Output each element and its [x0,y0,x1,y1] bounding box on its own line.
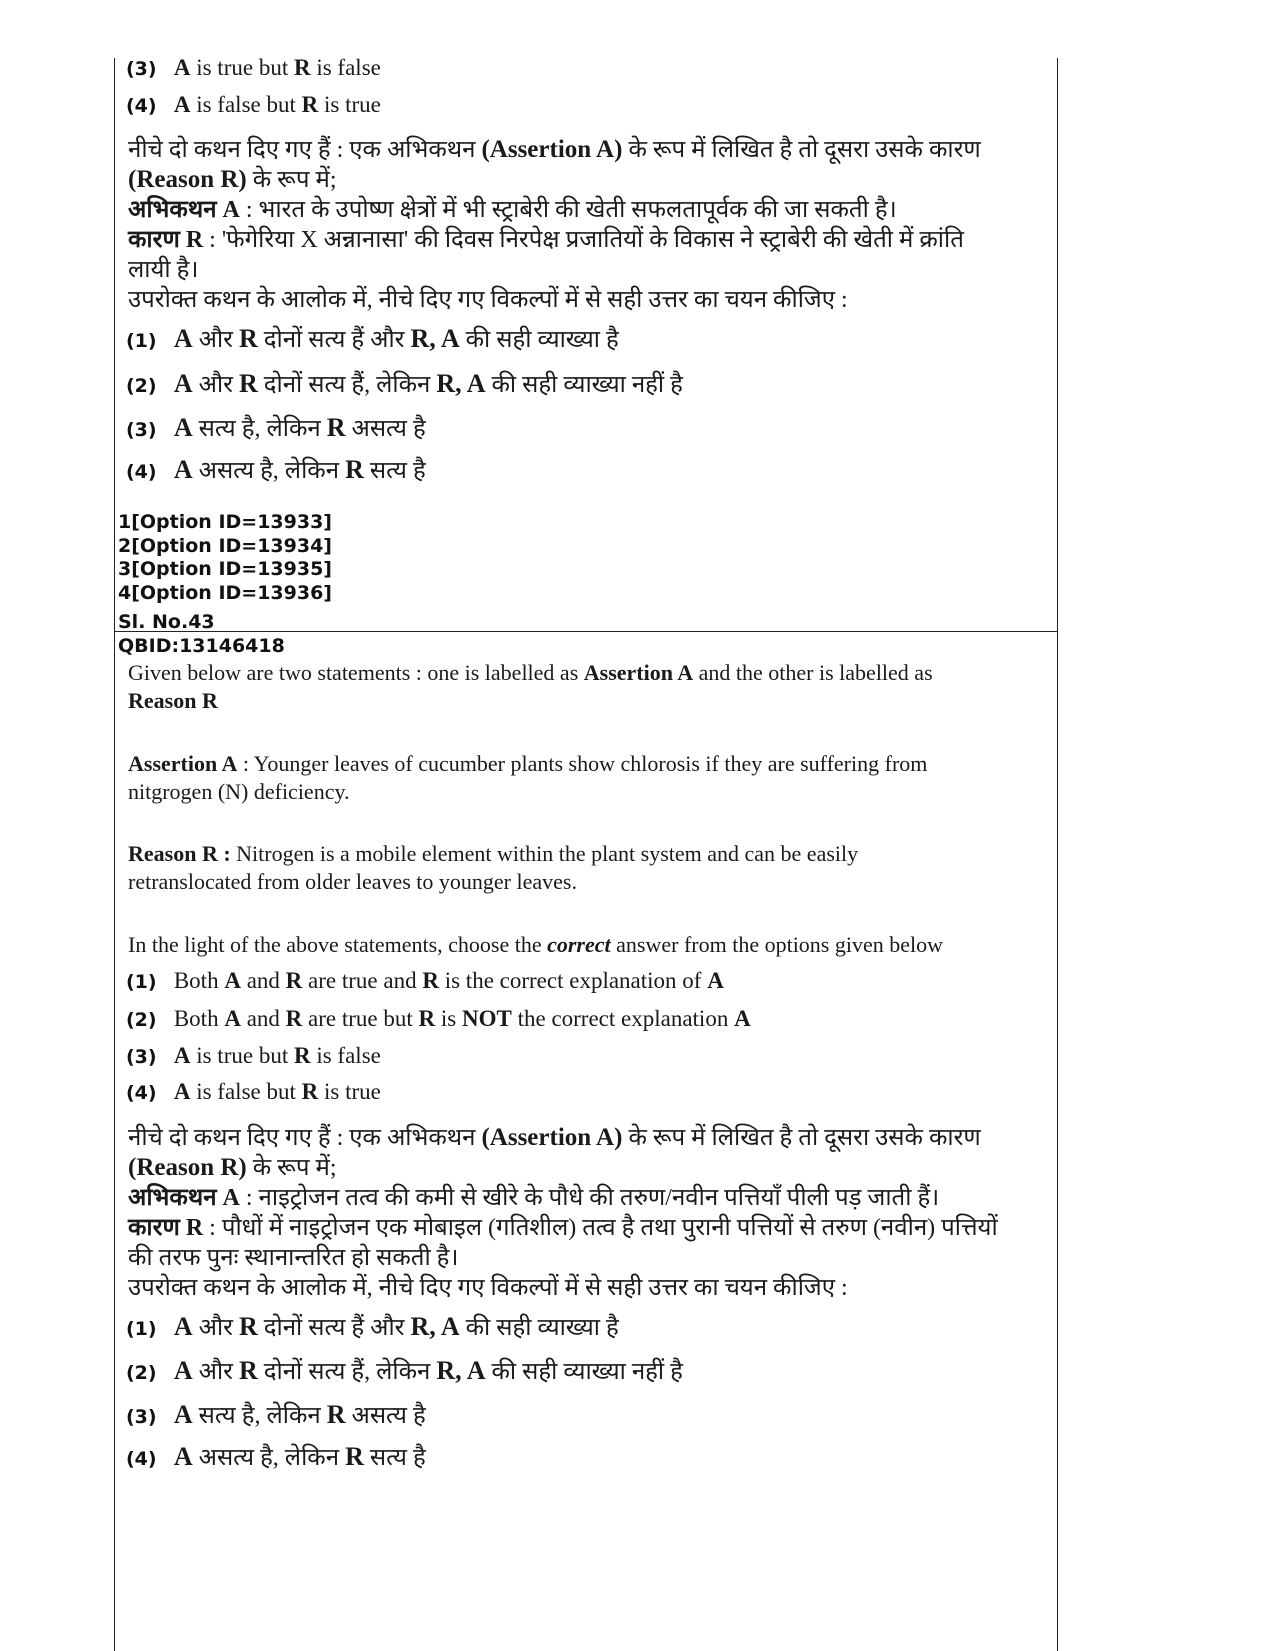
option-text: और [192,372,239,398]
q43-hindi-assertion [128,1180,939,1213]
q42-hindi-reason-cont: लायी है। [128,257,199,283]
label-r: R [239,324,258,353]
serial-number: Sl. No.43 [118,611,215,633]
option-text: are true but [302,1006,419,1031]
label-a: A [173,1079,191,1104]
q42-hindi-instruction: उपरोक्त कथन के आलोक में, नीचे दिए गए विकल्पों में से सही उत्तर का चयन कीजिए : [128,287,848,313]
q43-reason-cont: retranslocated from older leaves to younger leaves. [128,869,577,894]
label-not: NOT [462,1006,512,1031]
label-r: R [293,55,311,80]
q43-hindi-reason [128,1210,998,1243]
option-text: दोनों सत्य हैं, लेकिन [257,372,437,398]
reason-label: कारण R [128,1215,204,1241]
label-r: R [326,1400,346,1429]
q43-intro [128,660,933,686]
english-text: Nitrogen is a mobile element within the plant system and can be easily [230,841,859,866]
option-id-list [118,511,332,605]
label-a: A [173,1043,191,1068]
label-ra: R, A [436,1356,486,1385]
label-r: R [301,92,319,117]
q42-hindi-assertion [128,192,897,225]
label-a: A [224,968,241,993]
q42-hindi-option-1 [126,322,619,355]
option-text: is true [318,92,381,117]
english-text: and the other is labelled as [693,660,933,685]
assertion-label: Assertion A [128,751,238,776]
qbid: QBID:13146418 [118,634,285,657]
option-text: असत्य है [345,416,426,442]
q43-hindi-reason-tag [128,1150,336,1183]
label-a: A [707,968,724,993]
option-number: (4) [126,461,157,483]
option-number: (3) [126,1406,157,1428]
label-a: A [173,1356,193,1385]
label-r: R [285,968,303,993]
label-ra: R, A [410,1312,460,1341]
reason-tag: Reason R [128,688,218,713]
option-text: is false [310,55,381,80]
english-text: In the light of the above statements, choose the [128,932,548,957]
hindi-text: के रूप में; [246,167,337,193]
reason-label: कारण R [128,227,204,253]
q43-option-4 [126,1079,381,1105]
assertion-label: अभिकथन A [128,197,240,223]
option-text: और [192,1315,239,1341]
reason-label: Reason R : [128,841,231,866]
label-a: A [734,1006,751,1031]
hindi-text: : नाइट्रोजन तत्व की कमी से खीरे के पौधे की तरुण/नवीन पत्तियाँ पीली पड़ जाती हैं। [239,1185,940,1211]
label-r: R [239,369,258,398]
option-text: is true [318,1079,381,1104]
english-text: : Younger leaves of cucumber plants show chlorosis if they are suffering from [237,751,928,776]
option-text: सत्य है [363,458,426,484]
label-ra: R, A [410,324,460,353]
label-a: A [224,1006,241,1031]
q43-hindi-option-3 [126,1398,426,1431]
option-id: 1[Option ID=13933] [118,511,332,533]
option-text: की सही व्याख्या नहीं है [485,372,683,398]
q43-assertion-cont: nitgrogen (N) deficiency. [128,779,350,804]
label-r: R [418,1006,436,1031]
option-text: Both [173,968,225,993]
option-text: सत्य है, लेकिन [192,1403,327,1429]
label-a: A [173,1400,193,1429]
option-number: (3) [126,419,157,441]
q42-option-3 [126,55,381,81]
english-text: answer from the options given below [610,932,944,957]
option-text: and [240,968,286,993]
q43-instruction [128,932,943,958]
option-text: की सही व्याख्या है [459,327,619,353]
q43-assertion [128,751,927,777]
option-number: (4) [126,1448,157,1470]
option-text: and [240,1006,286,1031]
label-r: R [345,455,364,484]
hindi-text: नीचे दो कथन दिए गए हैं : एक अभिकथन [128,137,482,163]
label-r: R [285,1006,303,1031]
hindi-text: के रूप में; [246,1155,337,1181]
q42-hindi-reason-tag [128,162,336,195]
hindi-text: : भारत के उपोष्ण क्षेत्रों में भी स्ट्राबेरी की खेती सफलतापूर्वक की जा सकती है। [239,197,897,223]
hindi-text: : पौधों में नाइट्रोजन एक मोबाइल (गतिशील) तत्व है तथा पुरानी पत्तियों से तरुण (नवीन) पत्तियों [203,1215,998,1241]
q42-option-4 [126,92,381,118]
option-text: is false but [190,1079,302,1104]
label-a: A [173,324,193,353]
q43-option-3 [126,1043,381,1069]
label-r: R [301,1079,319,1104]
label-r: R [326,413,346,442]
option-text: और [192,327,239,353]
q42-hindi-option-4 [126,453,426,486]
label-a: A [173,413,193,442]
label-r: R [422,968,439,993]
option-text: की सही व्याख्या नहीं है [485,1359,683,1385]
option-number: (2) [126,375,157,397]
label-a: A [173,455,193,484]
option-text: are true and [302,968,423,993]
hindi-text: के रूप में लिखित है तो दूसरा उसके कारण [622,137,981,163]
q42-hindi-option-2 [126,367,683,400]
assertion-tag: (Assertion A) [481,1124,623,1151]
q43-intro-reason [128,688,218,714]
reason-tag: (Reason R) [128,166,247,193]
q42-hindi-option-3 [126,411,426,444]
option-text: दोनों सत्य हैं और [257,327,411,353]
q43-option-2 [126,1006,751,1032]
label-r: R [239,1356,258,1385]
q43-hindi-option-2 [126,1354,683,1387]
assertion-label: अभिकथन A [128,1185,240,1211]
option-text: असत्य है, लेकिन [192,458,346,484]
label-a: A [173,1442,193,1471]
q43-hindi-instruction: उपरोक्त कथन के आलोक में, नीचे दिए गए विकल्पों में से सही उत्तर का चयन कीजिए : [128,1275,848,1301]
hindi-text: नीचे दो कथन दिए गए हैं : एक अभिकथन [128,1125,482,1151]
q43-hindi-option-4 [126,1440,426,1473]
emphasis-correct: correct [547,932,611,957]
option-text: Both [173,1006,225,1031]
option-text: दोनों सत्य हैं, लेकिन [257,1359,437,1385]
label-ra: R, A [436,369,486,398]
option-number: (3) [126,58,157,80]
option-text: is [435,1006,462,1031]
label-r: R [239,1312,258,1341]
question-meta [118,611,285,658]
option-id: 4[Option ID=13936] [118,581,332,604]
label-a: A [173,55,191,80]
assertion-tag: Assertion A [583,660,694,685]
q43-reason [128,841,858,867]
q42-hindi-reason [128,222,964,255]
option-number: (1) [126,971,157,993]
option-number: (4) [126,1082,157,1104]
q43-hindi-reason-cont: की तरफ पुनः स्थानान्तरित हो सकती है। [128,1245,459,1271]
option-text: असत्य है [345,1403,426,1429]
option-text: दोनों सत्य हैं और [257,1315,411,1341]
option-text: is true but [190,1043,294,1068]
label-a: A [173,92,191,117]
option-id: 3[Option ID=13935] [118,558,332,580]
option-text: is true but [190,55,294,80]
option-number: (1) [126,1318,157,1340]
option-text: is the correct explanation of [438,968,708,993]
q43-hindi-option-1 [126,1310,619,1343]
option-number: (2) [126,1009,157,1031]
label-r: R [293,1043,311,1068]
option-text: is false but [190,92,302,117]
option-number: (2) [126,1362,157,1384]
hindi-text: : 'फेगेरिया X अन्नानासा' की दिवस निरपेक्ष प्रजातियों के विकास ने स्ट्राबेरी की खेती में क्रांति [203,227,964,253]
label-r: R [345,1442,364,1471]
q42-hindi-intro [128,132,981,165]
option-text: the correct explanation [511,1006,735,1031]
option-text: और [192,1359,239,1385]
option-id: 2[Option ID=13934] [118,534,332,557]
hindi-text: के रूप में लिखित है तो दूसरा उसके कारण [622,1125,981,1151]
q43-hindi-intro [128,1120,981,1153]
option-number: (3) [126,1046,157,1068]
reason-tag: (Reason R) [128,1154,247,1181]
english-text: Given below are two statements : one is labelled as [128,660,584,685]
option-text: is false [310,1043,381,1068]
option-number: (4) [126,95,157,117]
option-text: सत्य है [363,1445,426,1471]
option-text: की सही व्याख्या है [459,1315,619,1341]
option-text: सत्य है, लेकिन [192,416,327,442]
option-text: असत्य है, लेकिन [192,1445,346,1471]
label-a: A [173,1312,193,1341]
assertion-tag: (Assertion A) [481,136,623,163]
label-a: A [173,369,193,398]
q43-option-1 [126,968,724,994]
option-number: (1) [126,330,157,352]
